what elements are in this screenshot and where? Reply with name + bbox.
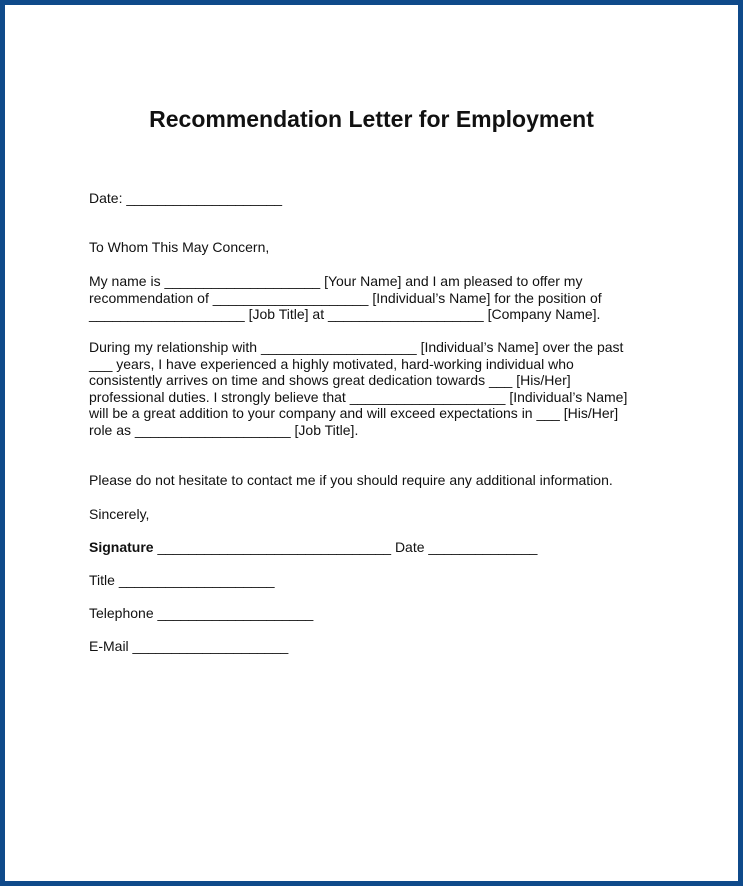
telephone-field-line: Telephone ____________________ (89, 605, 314, 621)
signature-date-field: ______________________________ Date ______________ (153, 539, 538, 555)
signature-line (89, 539, 537, 556)
title-field-line: Title ____________________ (89, 572, 275, 588)
paragraph-line: consistently arrives on time and shows great dedication towards ___ [His/Her] (89, 372, 571, 389)
paragraph-line: My name is ____________________ [Your Name] and I am pleased to offer my (89, 273, 583, 289)
paragraph-line: professional duties. I strongly believe that ____________________ [Individual’s Name] (89, 388, 628, 405)
salutation: To Whom This May Concern, (89, 239, 270, 255)
paragraph-line: During my relationship with ____________________ [Individual’s Name] over the past (89, 339, 624, 355)
paragraph-relationship (89, 339, 627, 439)
date-line: Date: ____________________ (89, 190, 283, 206)
email-field-line: E-Mail ____________________ (89, 638, 289, 654)
paragraph-line: ____________________ [Job Title] at ____________________ [Company Name]. (89, 306, 601, 323)
signature-label: Signature (89, 539, 154, 555)
closing-request: Please do not hesitate to contact me if you should require any additional information. (89, 472, 613, 488)
valediction: Sincerely, (89, 506, 150, 522)
paragraph-line: role as ____________________ [Job Title]. (89, 421, 359, 438)
paragraph-line: recommendation of ____________________ [Individual’s Name] for the position of (89, 289, 602, 306)
document-title: Recommendation Letter for Employment (149, 106, 594, 132)
paragraph-line: will be a great addition to your company and will exceed expectations in ___ [His/Her] (89, 405, 619, 422)
paragraph-introduction (89, 273, 602, 323)
paragraph-line: ___ years, I have experienced a highly motivated, hard-working individual who (89, 355, 574, 372)
